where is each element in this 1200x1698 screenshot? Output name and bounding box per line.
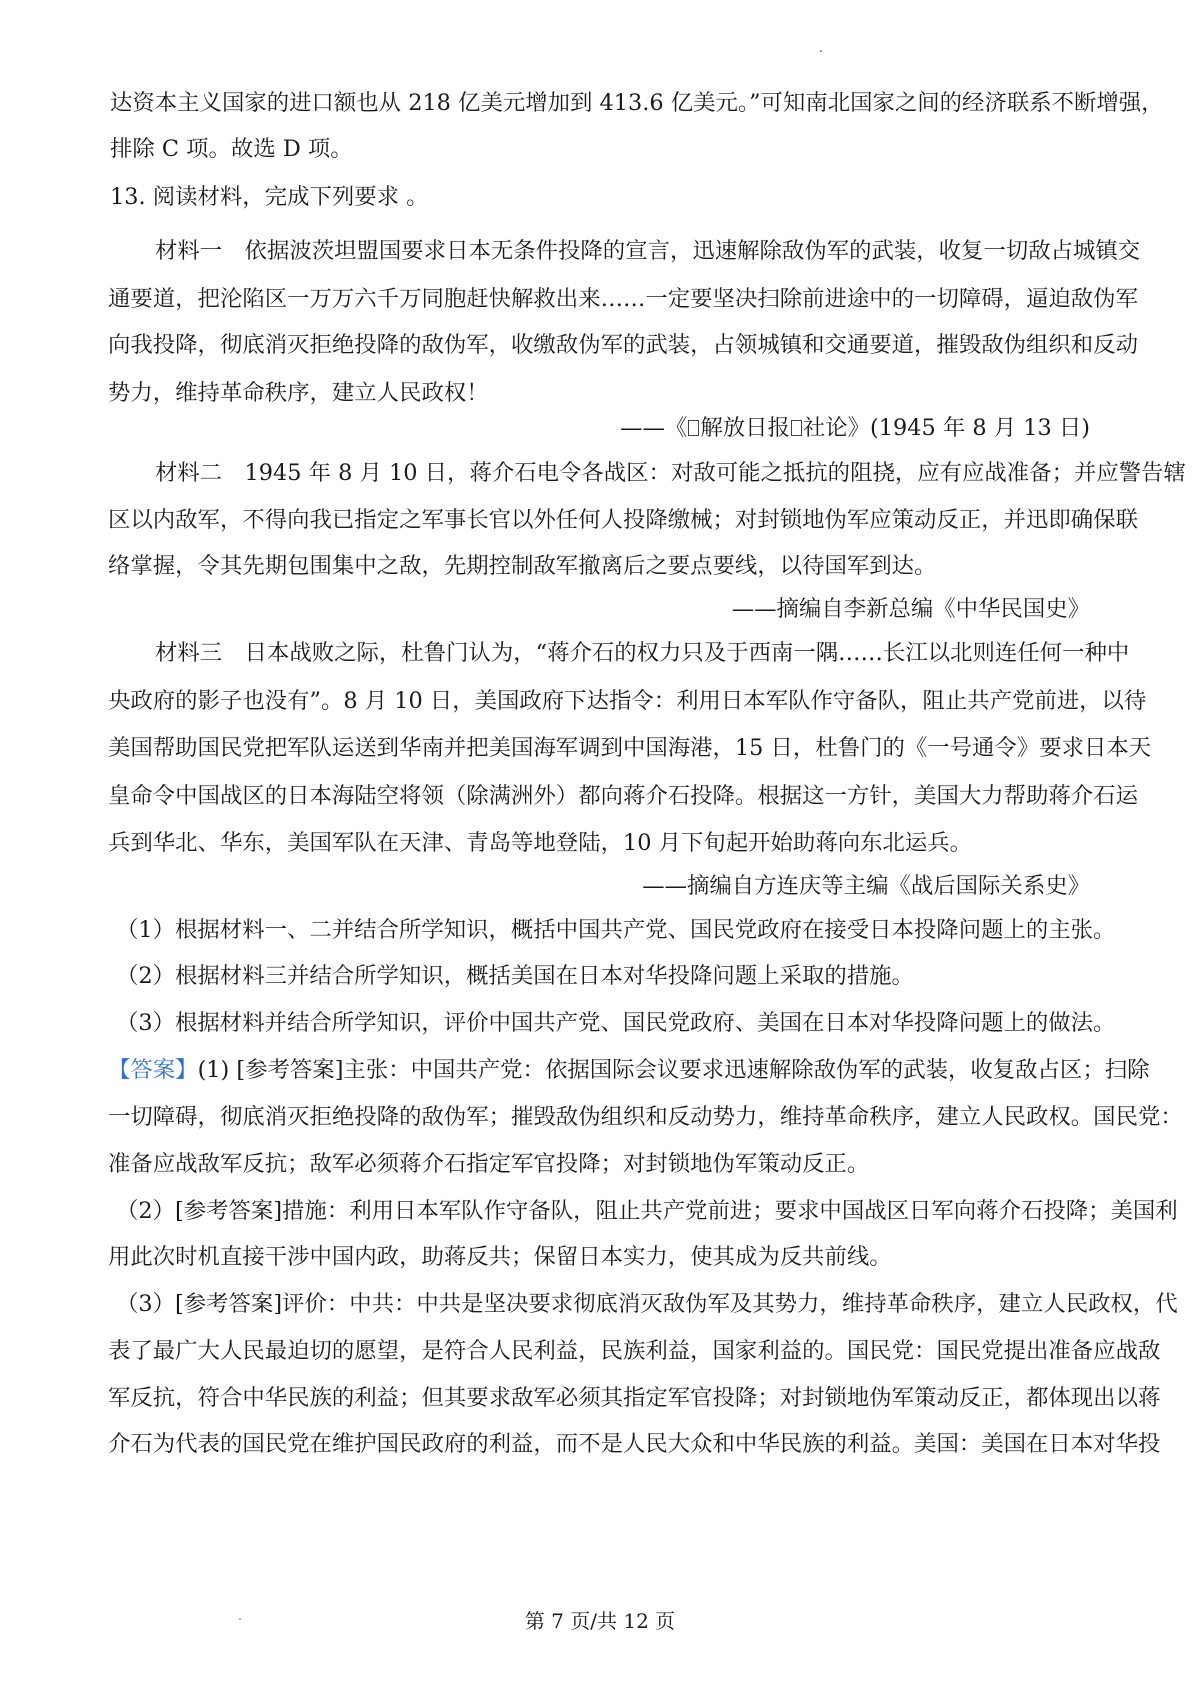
scan-speck xyxy=(820,50,822,52)
material1-line-1: 材料一 依据波茨坦盟国要求日本无条件投降的宣言，迅速解除敌伪军的武装，收复一切敌占城镇交 xyxy=(155,238,1141,264)
answer-part3-line-2: 表了最广大人民最迫切的愿望，是符合人民利益，民族利益，国家利益的。国民党：国民党提出准备应战敌 xyxy=(108,1338,1161,1364)
question-title: 13. 阅读材料，完成下列要求 。 xyxy=(110,184,429,210)
prev-answer-line-2: 排除 C 项。故选 D 项。 xyxy=(110,136,353,162)
sub-question-2: （2）根据材料三并结合所学知识，概括美国在日本对华投降问题上采取的措施。 xyxy=(116,963,914,989)
material3-line-3: 美国帮助国民党把军队运送到华南并把美国海军调到中国海港，15 日，杜鲁门的《一号通令》要求日本天 xyxy=(108,735,1152,761)
prev-answer-line-1: 达资本主义国家的进口额也从 218 亿美元增加到 413.6 亿美元。”可知南北国家之间的经济联系不断增强， xyxy=(110,90,1164,116)
material1-line-3: 向我投降，彻底消灭拒绝投降的敌伪军，收缴敌伪军的武装，占领城镇和交通要道，摧毁敌伪组织和反动 xyxy=(108,332,1138,358)
answer-label: 【答案】 xyxy=(108,1057,198,1083)
material1-source: ——《 解放日报 社论》(1945 年 8 月 13 日) xyxy=(620,415,1090,441)
material3-source: ——摘编自方连庆等主编《战后国际关系史》 xyxy=(642,873,1090,899)
answer-part3-line-4: 介石为代表的国民党在维护国民政府的利益，而不是人民大众和中华民族的利益。美国：美国在日本对华投 xyxy=(108,1431,1161,1457)
material3-line-5: 兵到华北、华东，美国军队在天津、青岛等地登陆，10 月下旬起开始助蒋向东北运兵。 xyxy=(108,830,973,856)
sub-question-3: （3）根据材料并结合所学知识，评价中国共产党、国民党政府、美国在日本对华投降问题上的做法。 xyxy=(116,1010,1116,1036)
missing-glyph-box xyxy=(791,420,802,436)
material1-line-4: 势力，维持革命秩序，建立人民政权！ xyxy=(108,380,489,406)
page-number: 第 7 页/共 12 页 xyxy=(524,1609,676,1633)
material2-line-3: 络掌握，令其先期包围集中之敌，先期控制敌军撤离后之要点要线，以待国军到达。 xyxy=(108,553,937,579)
missing-glyph-box xyxy=(688,420,699,436)
answer-part1-line-3: 准备应战敌军反抗；敌军必须蒋介石指定军官投降；对封锁地伪军策动反正。 xyxy=(108,1151,870,1177)
answer-part3-line-1: （3）[参考答案]评价：中共：中共是坚决要求彻底消灭敌伪军及其势力，维持革命秩序，建立人民政权，代 xyxy=(116,1291,1178,1317)
material3-line-4: 皇命令中国战区的日本海陆空将领（除满洲外）都向蒋介石投降。根据这一方针，美国大力帮助蒋介石运 xyxy=(108,783,1138,809)
answer-part2-line-2: 用此次时机直接干涉中国内政，助蒋反共；保留日本实力，使其成为反共前线。 xyxy=(108,1244,892,1270)
answer-part1-line-2: 一切障碍，彻底消灭拒绝投降的敌伪军；摧毁敌伪组织和反动势力，维持革命秩序，建立人民政权。国民党： xyxy=(108,1104,1183,1130)
material2-line-2: 区以内敌军，不得向我已指定之军事长官以外任何人投降缴械；对封锁地伪军应策动反正，并迅即确保联 xyxy=(108,507,1138,533)
sub-question-1: （1）根据材料一、二并结合所学知识，概括中国共产党、国民党政府在接受日本投降问题上的主张。 xyxy=(116,917,1116,943)
material2-source: ——摘编自李新总编《中华民国史》 xyxy=(731,596,1090,622)
material3-line-1: 材料三 日本战败之际，杜鲁门认为，“蒋介石的权力只及于西南一隅……长江以北则连任何一种中 xyxy=(155,640,1130,666)
material1-line-2: 通要道，把沦陷区一万万六千万同胞赶快解救出来……一定要坚决扫除前进途中的一切障碍，逼迫敌伪军 xyxy=(108,286,1138,312)
material3-line-2: 央政府的影子也没有”。8 月 10 日，美国政府下达指令：利用日本军队作守备队，阻止共产党前进，以待 xyxy=(108,688,1147,714)
answer-part1-line-1: 【答案】(1) [参考答案]主张：中国共产党：依据国际会议要求迅速解除敌伪军的武装，收复敌占区；扫除 xyxy=(108,1057,1150,1083)
answer-part2-line-1: （2）[参考答案]措施：利用日本军队作守备队，阻止共产党前进；要求中国战区日军向蒋介石投降；美国利 xyxy=(116,1198,1178,1224)
answer-part3-line-3: 军反抗，符合中华民族的利益；但其要求敌军必须其指定军官投降；对封锁地伪军策动反正，都体现出以蒋 xyxy=(108,1385,1161,1411)
material2-line-1: 材料二 1945 年 8 月 10 日，蒋介石电令各战区：对敌可能之抵抗的阻挠，应有应战准备；并应警告辖 xyxy=(155,460,1186,486)
